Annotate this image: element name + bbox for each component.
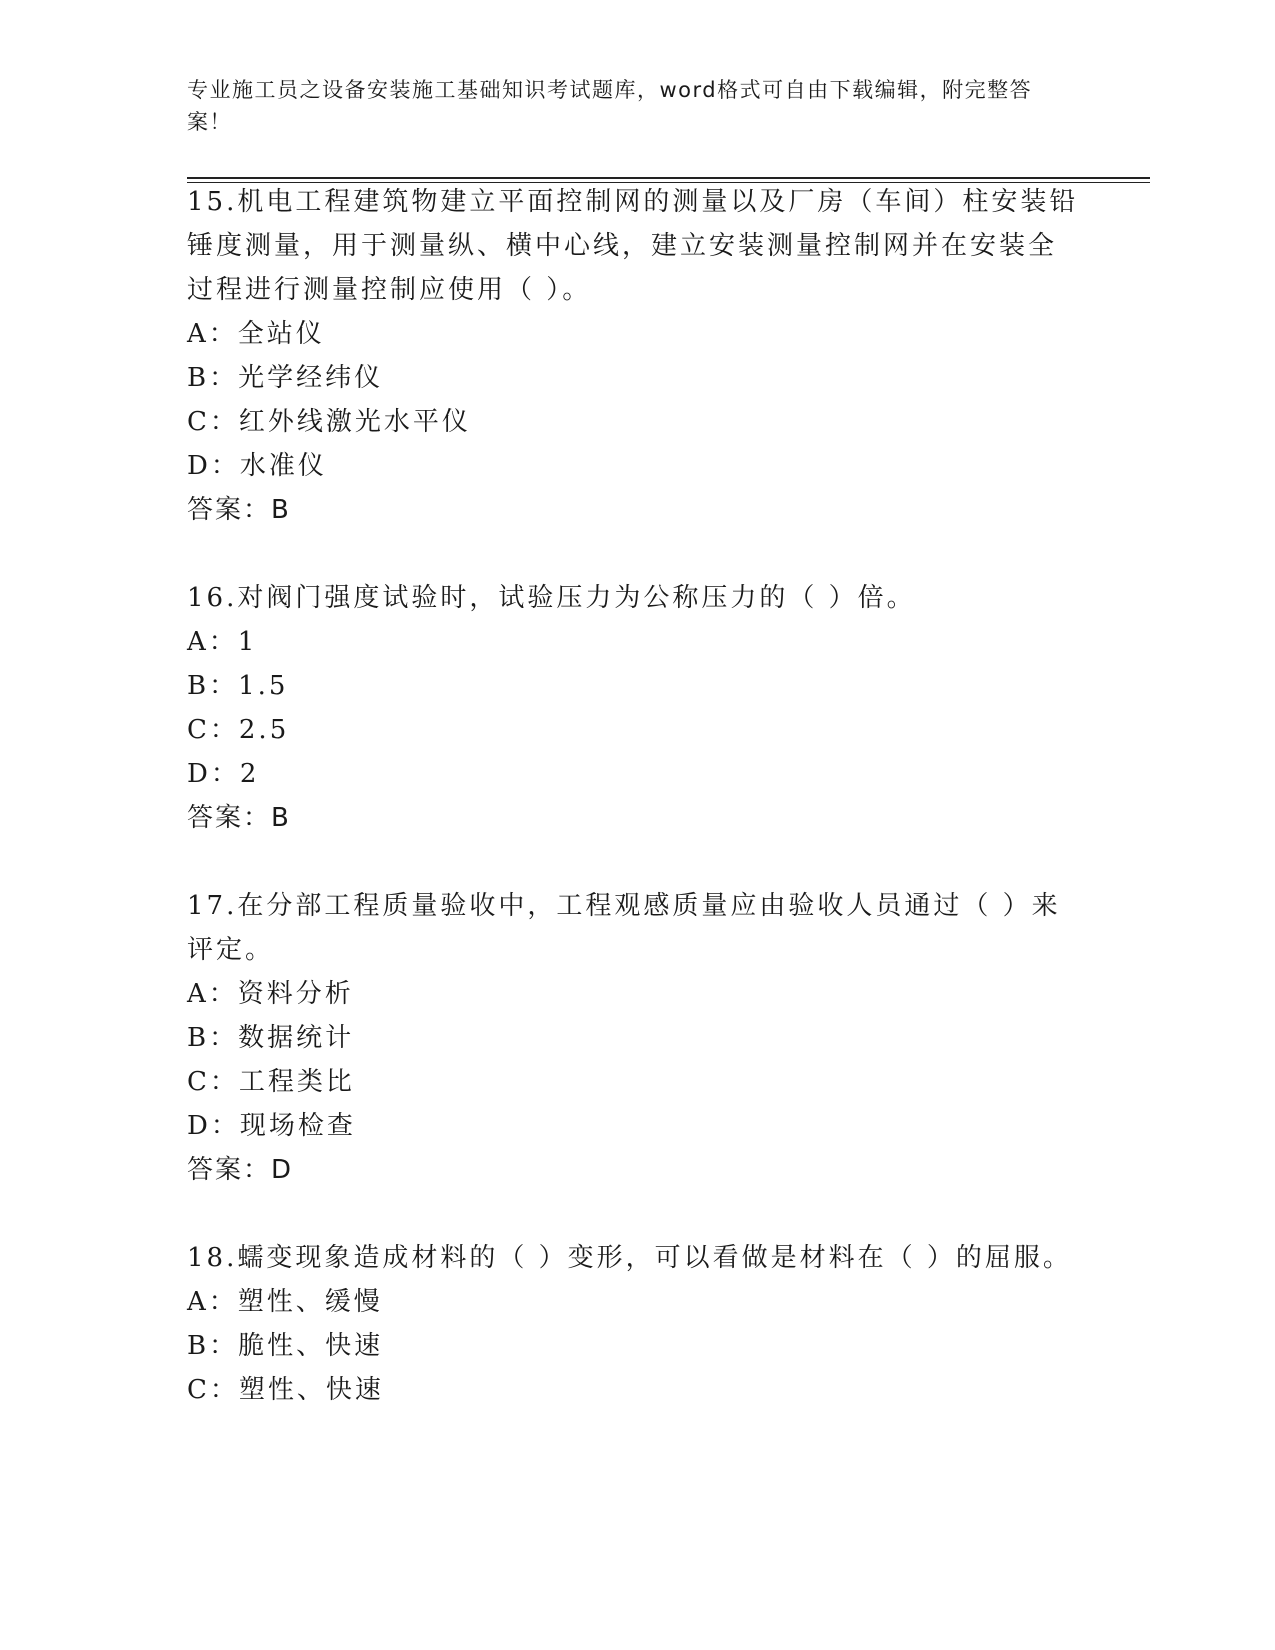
- header-rule-thin: [187, 182, 1150, 183]
- question-16-option-d: D：2: [187, 759, 260, 789]
- question-16-option-b: B：1.5: [187, 671, 289, 701]
- question-15-stem-line-3: 过程进行测量控制应使用（ ）。: [187, 275, 592, 305]
- question-15-stem-line-2: 锤度测量，用于测量纵、横中心线，建立安装测量控制网并在安装全: [187, 231, 1058, 261]
- question-15-answer: 答案：B: [187, 495, 291, 525]
- question-16-option-c: C：2.5: [187, 715, 290, 745]
- question-17-option-d: D：现场检查: [187, 1111, 356, 1141]
- question-16-stem-line-1: 16.对阀门强度试验时，试验压力为公称压力的（ ）倍。: [187, 583, 916, 613]
- question-17-stem-line-1: 17.在分部工程质量验收中，工程观感质量应由验收人员通过（ ）来: [187, 891, 1061, 921]
- question-17-answer: 答案：D: [187, 1155, 294, 1185]
- question-17-option-b: B：数据统计: [187, 1023, 355, 1053]
- header-rule-thick: [187, 177, 1150, 179]
- question-18-option-a: A：塑性、缓慢: [187, 1287, 383, 1317]
- question-18-option-c: C：塑性、快速: [187, 1375, 384, 1405]
- question-15-option-a: A：全站仪: [187, 319, 325, 349]
- question-15-option-d: D：水准仪: [187, 451, 327, 481]
- question-17-stem-line-2: 评定。: [187, 935, 275, 965]
- question-15-option-c: C：红外线激光水平仪: [187, 407, 471, 437]
- question-15-option-b: B：光学经纬仪: [187, 363, 384, 393]
- question-18-option-b: B：脆性、快速: [187, 1331, 384, 1361]
- question-18-stem-line-1: 18.蠕变现象造成材料的（ ）变形，可以看做是材料在（ ）的屈服。: [187, 1243, 1072, 1273]
- question-17-option-c: C：工程类比: [187, 1067, 355, 1097]
- document-header: 专业施工员之设备安装施工基础知识考试题库，word格式可自由下载编辑，附完整答案！: [187, 78, 1033, 134]
- question-17-option-a: A：资料分析: [187, 979, 354, 1009]
- question-15-stem-line-1: 15.机电工程建筑物建立平面控制网的测量以及厂房（车间）柱安装铅: [187, 187, 1079, 217]
- question-16-answer: 答案：B: [187, 803, 291, 833]
- question-16-option-a: A：1: [187, 627, 258, 657]
